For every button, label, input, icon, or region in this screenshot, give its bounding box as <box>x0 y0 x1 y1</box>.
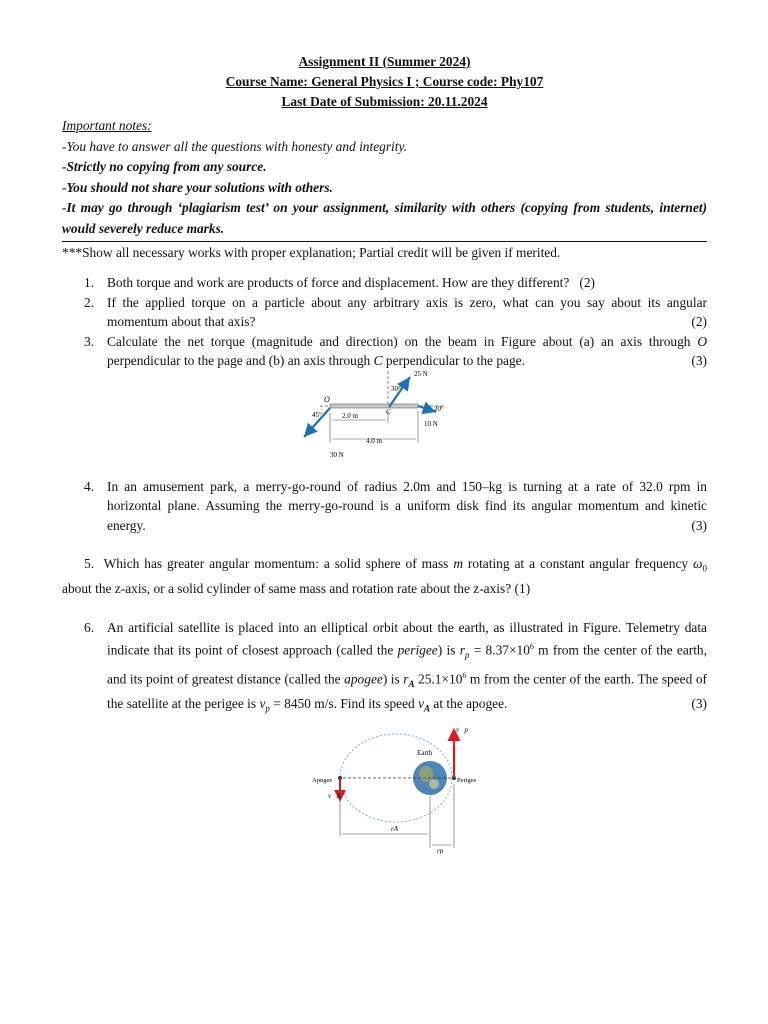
label-angle-30: 30° <box>391 384 401 393</box>
perigee-term: perigee <box>397 642 438 658</box>
axis-o-label: O <box>697 333 707 349</box>
question-2 <box>62 293 707 332</box>
question-marks: (2) <box>579 275 595 290</box>
question-number: 2. <box>84 294 95 310</box>
question-text: Calculate the net torque (magnitude and direction) on the beam in Figure about (a) an axis through <box>107 333 698 349</box>
question-text: ) is <box>382 671 404 687</box>
question-6 <box>62 618 707 720</box>
axis-c-label: C <box>373 353 383 368</box>
ra-symbol: r <box>403 671 409 687</box>
question-marks: (3) <box>691 517 707 533</box>
course-name: Course Name: General Physics I ; Course code: Phy107 <box>225 74 544 89</box>
exponent: 6 <box>462 670 467 680</box>
beam-diagram <box>62 371 707 463</box>
label-4m: 4.0 m <box>366 436 382 445</box>
question-number: 4. <box>84 478 95 494</box>
question-4 <box>62 477 707 536</box>
question-text: Which has greater angular momentum: a solid sphere of mass <box>103 556 454 571</box>
question-text: m from the center of the earth, and its point of greatest distance (called the <box>107 642 707 687</box>
question-text: = 8450 m/s. Find its speed <box>269 696 419 712</box>
omega-symbol: ω <box>693 556 703 571</box>
label-earth: Earth <box>417 748 433 757</box>
label-angle-20: 20° <box>434 404 444 413</box>
note-honesty: -You have to answer all the questions with honesty and integrity. <box>62 138 408 154</box>
question-text: at the apogee. <box>430 696 508 712</box>
question-5 <box>62 554 707 599</box>
note-no-sharing: -You should not share your solutions with others. <box>62 179 333 195</box>
question-number: 5. <box>84 556 95 571</box>
question-text: If the applied torque on a particle about any arbitrary axis is zero, what can you say about its angular momentum about that axis? <box>107 294 707 329</box>
question-text: = 8.37×10 <box>469 642 530 658</box>
question-text: perpendicular to the page and (b) an axis through <box>107 353 374 368</box>
important-notes <box>62 116 707 239</box>
orbit-figure <box>62 724 707 854</box>
label-angle-45: 45° <box>312 410 322 419</box>
va-symbol: v <box>418 696 425 712</box>
question-number: 1. <box>84 275 95 290</box>
instruction-line: ***Show all necessary works with proper explanation; Partial credit will be given if merited. <box>62 245 561 260</box>
ra-subscript: A <box>408 678 415 689</box>
submission-date: Last Date of Submission: 20.11.2024 <box>281 94 488 109</box>
label-perigee: Perigee <box>457 776 477 784</box>
question-text: Both torque and work are products of force and displacement. How are they different? <box>107 275 570 290</box>
document-header <box>62 52 707 112</box>
question-marks: (3) <box>691 696 707 712</box>
label-o: O <box>324 394 330 404</box>
assignment-page <box>62 52 707 854</box>
label-ra: rA <box>391 824 398 833</box>
mass-symbol: m <box>453 556 463 571</box>
question-text: In an amusement park, a merry-go-round of radius 2.0m and 150–kg is turning at a rate of 32.0 rpm in horizontal plane. Assuming the merry-go-round is a uniform disk find its angular momentum and kinetic energy. <box>107 478 707 533</box>
assignment-title: Assignment II (Summer 2024) <box>298 54 471 69</box>
vp-symbol: v <box>259 696 266 712</box>
question-3 <box>62 332 707 371</box>
question-text: perpendicular to the page. <box>382 353 525 368</box>
question-text: ) is <box>437 642 460 658</box>
question-marks: (2) <box>691 314 707 329</box>
divider <box>62 241 707 242</box>
exponent: 6 <box>529 642 534 652</box>
label-rp: rp <box>437 846 444 854</box>
va-subscript: A <box>424 704 431 715</box>
question-marks: (1) <box>514 581 531 597</box>
question-marks: (3) <box>691 353 707 368</box>
rp-subscript: p <box>464 650 470 661</box>
label-30n: 30 N <box>330 450 344 459</box>
notes-heading: Important notes: <box>62 118 152 133</box>
vp-subscript: p <box>265 704 270 715</box>
label-2m: 2.0 m <box>342 411 358 420</box>
label-va: v⃗A <box>328 791 341 800</box>
question-number: 3. <box>84 333 95 349</box>
orbit-diagram <box>62 724 707 854</box>
question-text: m from the center of the earth. The speed of the satellite at the perigee is <box>107 671 707 712</box>
beam-figure <box>62 371 707 463</box>
note-no-copying: -Strictly no copying from any source. <box>62 159 267 174</box>
label-vp: v⃗p <box>456 725 469 734</box>
question-1 <box>62 273 707 293</box>
apogee-term: apogee <box>344 671 383 687</box>
label-apogee: Apogee <box>312 776 333 784</box>
label-25n: 25 N <box>414 370 428 378</box>
question-text: An artificial satellite is placed into an elliptical orbit about the earth, as illustrated in Figure. Telemetry data indicate that its point of closest approach (called the <box>107 619 707 658</box>
omega-subscript: 0 <box>702 563 707 574</box>
rp-symbol: r <box>459 642 465 658</box>
label-10n: 10 N <box>424 419 438 428</box>
question-number: 6. <box>84 619 95 635</box>
question-text: about the z-axis, or a solid cylinder of same mass and rotation rate about the z-axis? <box>62 581 512 597</box>
question-text: 25.1×10 <box>414 671 463 687</box>
label-c: C <box>386 407 391 416</box>
note-plagiarism: -It may go through ‘plagiarism test’ on your assignment, similarity with others (copying from students, internet) would severely reduce marks. <box>62 200 707 236</box>
question-text: rotating at a constant angular frequency <box>463 556 694 571</box>
